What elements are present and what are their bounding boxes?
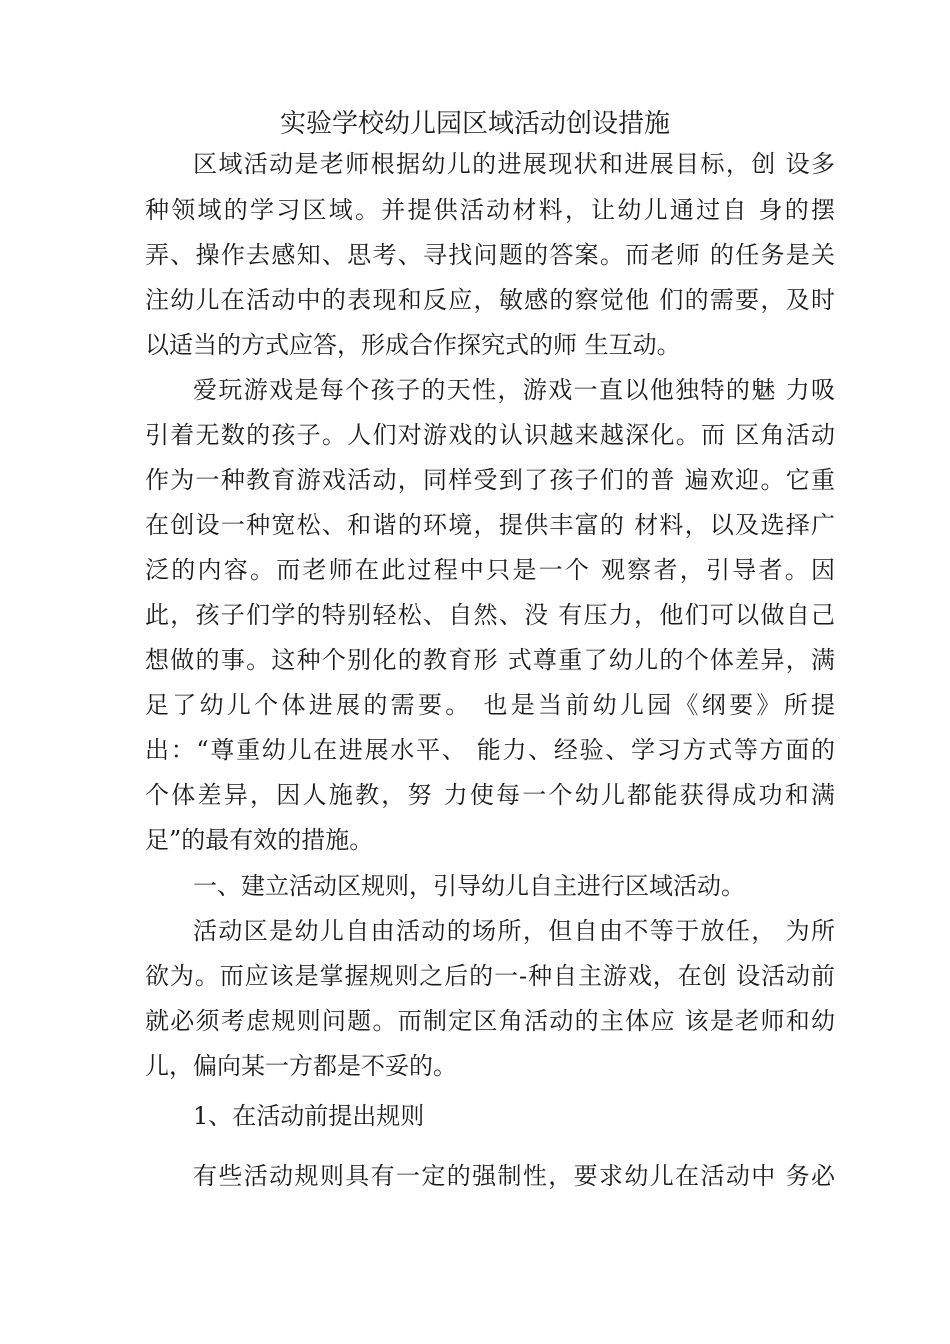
paragraph-line: 足”的最有效的措施。 — [145, 826, 374, 854]
paragraph-line: 欲为。而应该是掌握规则之后的一-种自主游戏，在创 设活动前 — [145, 962, 835, 990]
section-heading: 一、建立活动区规则，引导幼儿自主进行区域活动。 — [193, 872, 745, 900]
paragraph-line: 弄、操作去感知、思考、寻找问题的答案。而老师 的任务是关 — [145, 241, 835, 269]
paragraph-line: 活动区是幼儿自由活动的场所，但自由不等于放任， 为所 — [193, 917, 835, 945]
paragraph-line: 足了幼儿个体进展的需要。 也是当前幼儿园《纲要》所提 — [145, 691, 835, 719]
paragraph-line: 以适当的方式应答，形成合作探究式的师 生互动。 — [145, 331, 681, 359]
paragraph-line: 泛的内容。而老师在此过程中只是一个 观察者，引导者。因 — [145, 556, 835, 584]
paragraph-line: 出：“尊重幼儿在进展水平、 能力、经验、学习方式等方面的 — [145, 736, 835, 764]
paragraph-line: 在创设一种宽松、和谐的环境，提供丰富的 材料，以及选择广 — [145, 511, 835, 539]
paragraph-line: 个体差异，因人施教，努 力使每一个幼儿都能获得成功和满 — [145, 781, 835, 809]
document-title: 实验学校幼儿园区域活动创设措施 — [279, 109, 670, 139]
paragraph-line: 作为一种教育游戏活动，同样受到了孩子们的普 遍欢迎。它重 — [145, 466, 835, 494]
paragraph-line: 就必须考虑规则问题。而制定区角活动的主体应 该是老师和幼 — [145, 1007, 835, 1035]
paragraph-line: 儿，偏向某一方都是不妥的。 — [145, 1052, 457, 1080]
paragraph-line: 引着无数的孩子。人们对游戏的认识越来越深化。而 区角活动 — [145, 421, 835, 449]
paragraph-line: 想做的事。这种个别化的教育形 式尊重了幼儿的个体差异，满 — [145, 646, 835, 674]
subsection-heading: 1、在活动前提出规则 — [193, 1102, 425, 1130]
paragraph-line: 此，孩子们学的特别轻松、自然、没 有压力，他们可以做自己 — [145, 601, 835, 629]
paragraph-line: 区域活动是老师根据幼儿的进展现状和进展目标，创 设多 — [193, 150, 835, 178]
paragraph-line: 种领域的学习区域。并提供活动材料，让幼儿通过自 身的摆 — [145, 196, 835, 224]
paragraph-line: 爱玩游戏是每个孩子的天性，游戏一直以他独特的魅 力吸 — [193, 376, 835, 404]
paragraph-line: 注幼儿在活动中的表现和反应，敏感的察觉他 们的需要，及时 — [145, 286, 835, 314]
paragraph-line: 有些活动规则具有一定的强制性，要求幼儿在活动中 务必 — [193, 1162, 835, 1190]
